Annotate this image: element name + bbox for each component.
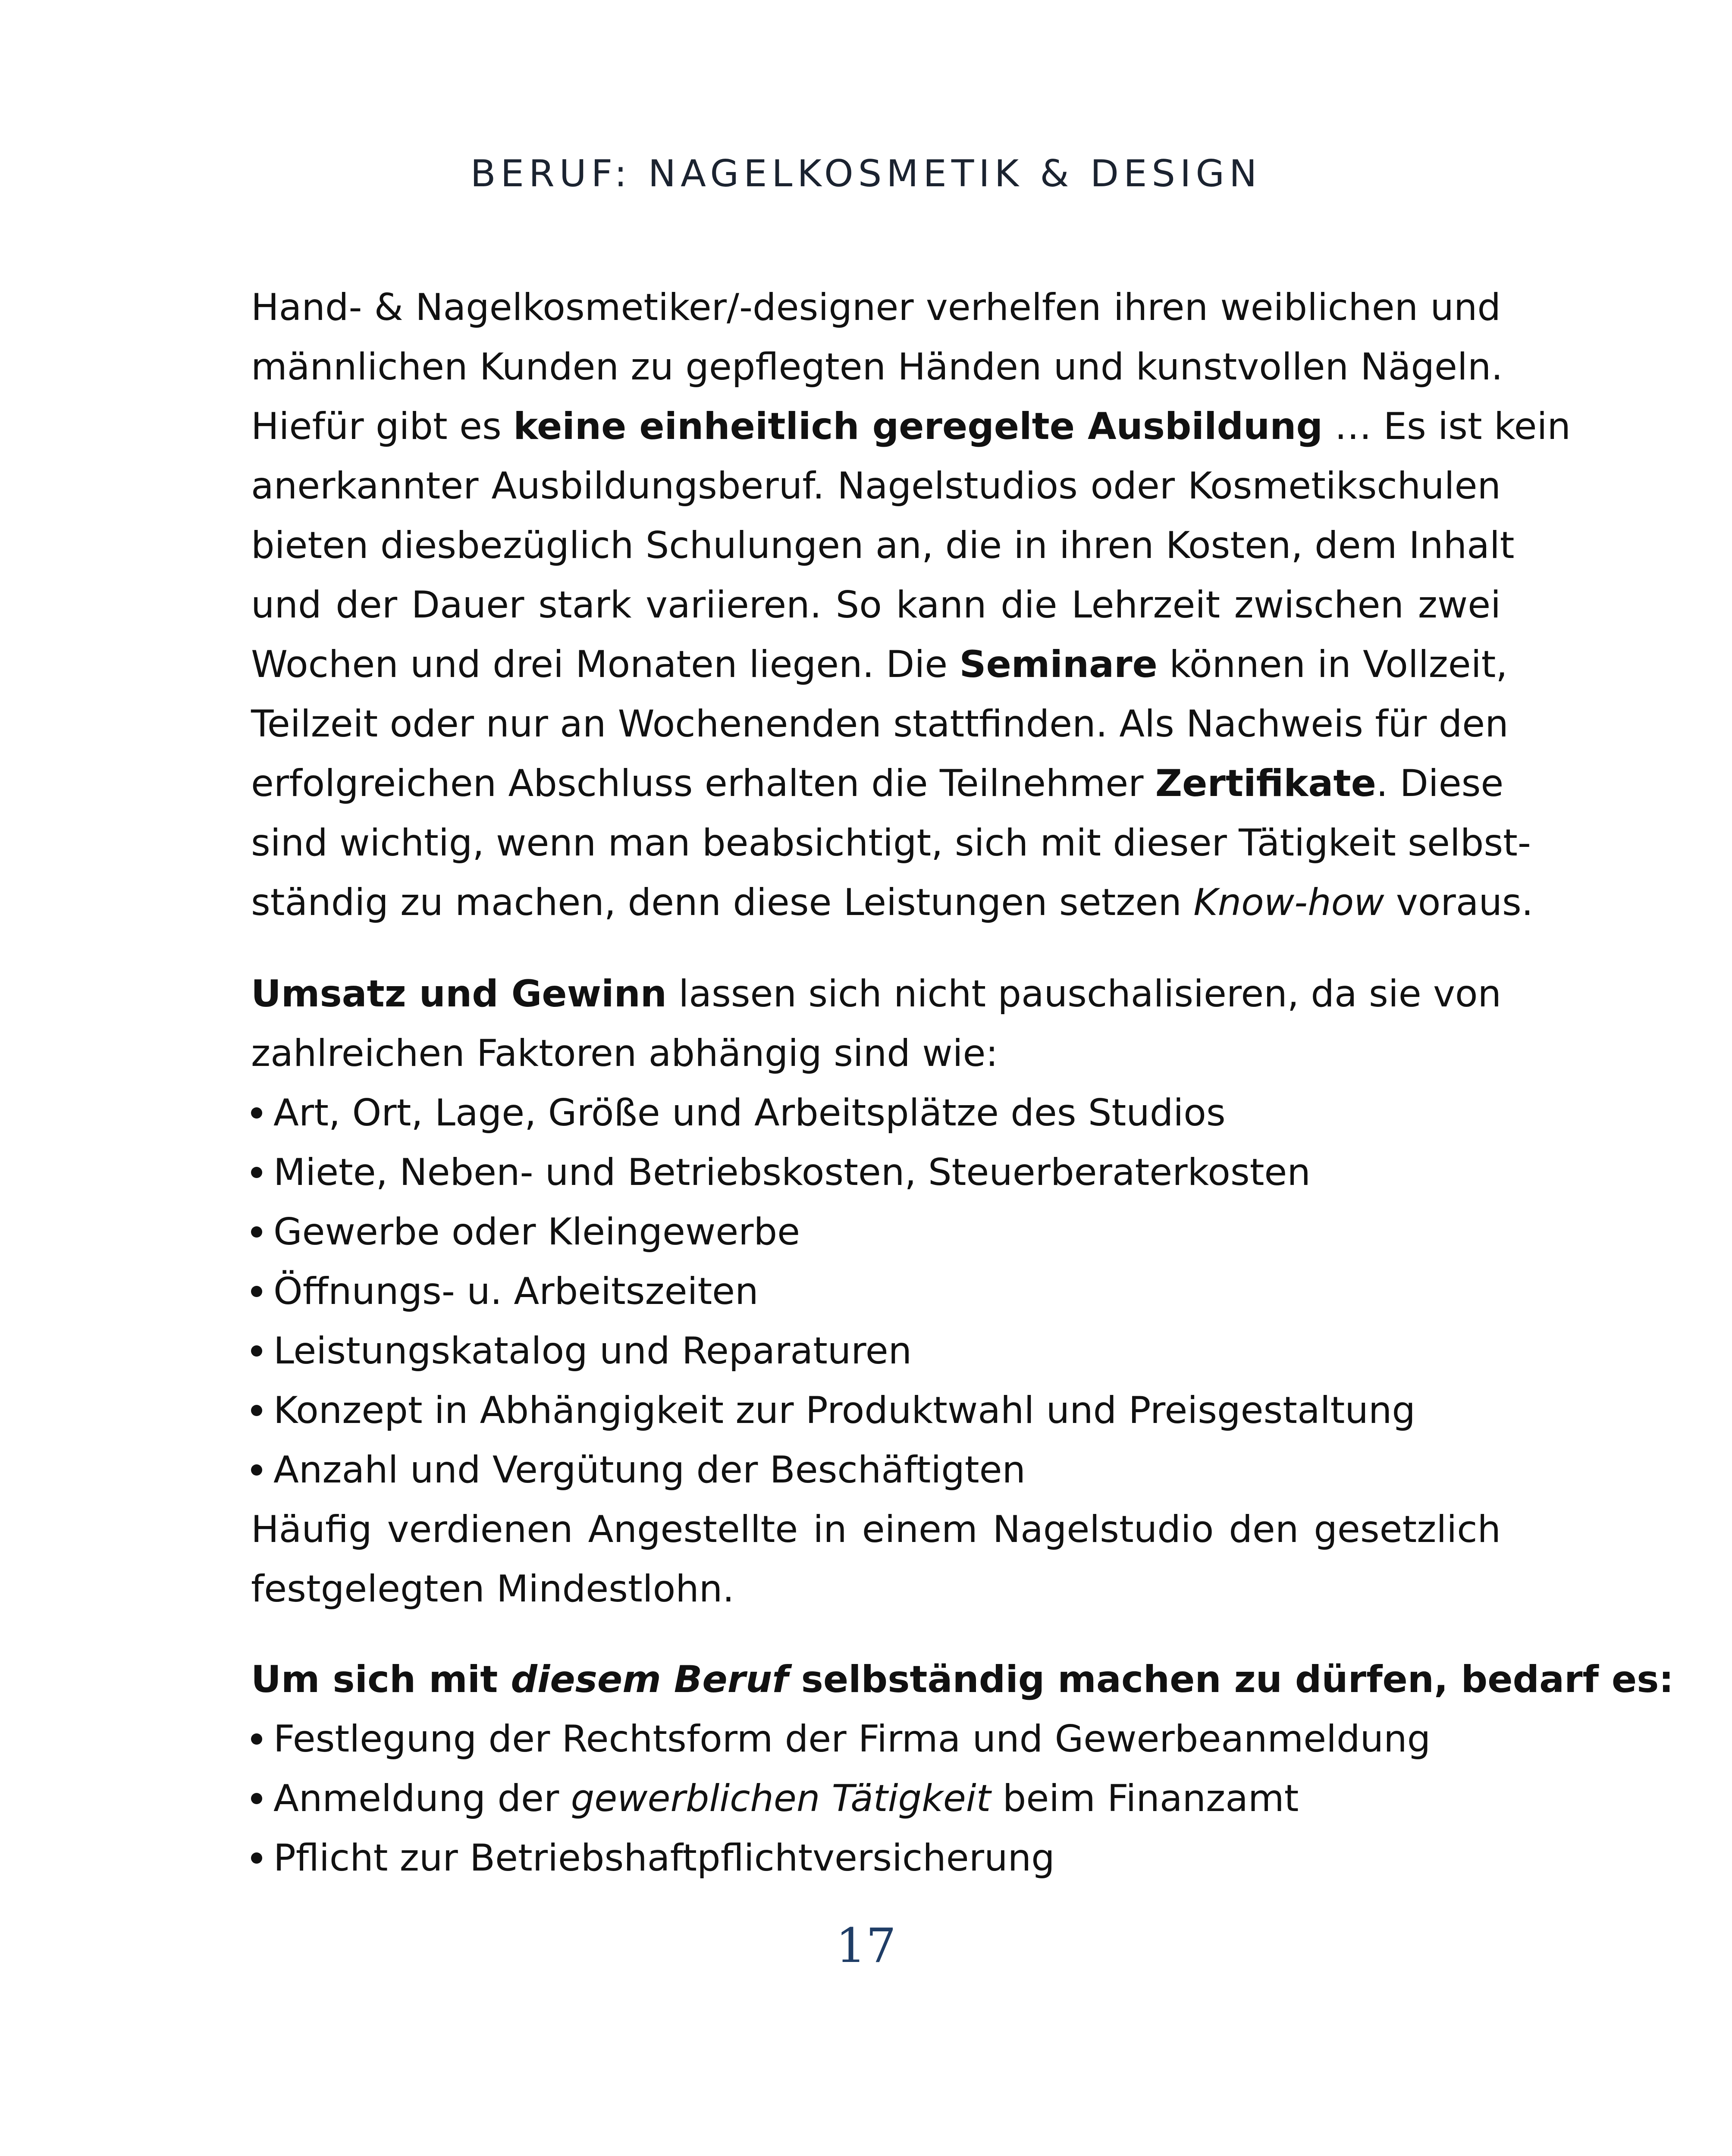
running-header: BERUF: NAGELKOSMETIK & DESIGN	[470, 152, 1262, 195]
text-fragment: … Es ist kein	[1323, 405, 1571, 448]
list-item-label: Konzept in Abhängigkeit zur Produktwahl und Preisgestaltung	[273, 1389, 1415, 1432]
list-item-label: Miete, Neben- und Betriebskosten, Steuerberaterkosten	[273, 1151, 1311, 1194]
text-line: Teilzeit oder nur an Wochenenden stattfinden. Als Nachweis für den	[251, 702, 1509, 746]
bullet-icon	[251, 1107, 262, 1119]
bullet-icon	[251, 1405, 262, 1416]
bold-phrase: keine einheitlich geregelte Ausbildung	[513, 405, 1323, 448]
text-line: männlichen Kunden zu gepflegten Händen und kunstvollen Nägeln.	[251, 345, 1503, 389]
list-item-label: Leistungskatalog und Reparaturen	[273, 1329, 912, 1373]
paragraph-training	[251, 278, 1571, 932]
list-item	[251, 1202, 1501, 1262]
bullet-icon	[251, 1167, 262, 1178]
text-fragment: Wochen und drei Monaten liegen. Die	[251, 643, 960, 686]
text-line	[251, 754, 1504, 813]
bold-phrase: Umsatz und Gewinn	[251, 972, 667, 1015]
list-item-label: Gewerbe oder Kleingewerbe	[273, 1210, 800, 1253]
page-number: 17	[836, 1918, 896, 1973]
list-item	[251, 1321, 1501, 1381]
bullet-icon	[251, 1852, 262, 1864]
text-line: Hand- & Nagelkosmetiker/-designer verhelfen ihren weiblichen und	[251, 286, 1501, 329]
text-fragment: erfolgreichen Abschluss erhalten die Teilnehmer	[251, 762, 1155, 805]
text-fragment: lassen sich nicht pauschalisieren, da sie von	[667, 972, 1502, 1015]
text-line: Häufig verdienen Angestellte in einem Nagelstudio den gesetzlich	[251, 1508, 1501, 1551]
bullet-icon	[251, 1345, 262, 1357]
text-fragment: selbständig machen zu dürfen, bedarf es:	[788, 1658, 1674, 1701]
text-line	[251, 397, 1571, 456]
requirements-list	[251, 1709, 1501, 1888]
text-fragment: Um sich mit	[251, 1658, 511, 1701]
text-line: zahlreichen Faktoren abhängig sind wie:	[251, 1032, 998, 1075]
bold-phrase: Seminare	[959, 643, 1158, 686]
text-line: festgelegten Mindestlohn.	[251, 1567, 734, 1611]
paragraph-requirements	[251, 1650, 1674, 1888]
list-item-label: Art, Ort, Lage, Größe und Arbeitsplätze des Studios	[273, 1091, 1226, 1134]
list-item	[251, 1769, 1501, 1828]
list-item	[251, 1709, 1501, 1769]
list-item	[251, 1143, 1501, 1202]
bullet-icon	[251, 1226, 262, 1238]
text-line	[251, 635, 1508, 694]
list-item	[251, 1828, 1501, 1888]
bullet-icon	[251, 1286, 262, 1297]
text-line: anerkannter Ausbildungsberuf. Nagelstudios oder Kosmetikschulen	[251, 464, 1501, 508]
list-item-label: Pflicht zur Betriebshaftpflichtversicherung	[273, 1836, 1055, 1880]
text-fragment: ständig zu machen, denn diese Leistungen setzen	[251, 881, 1194, 924]
list-item-label: Öffnungs- u. Arbeitszeiten	[273, 1270, 759, 1313]
text-line: bieten diesbezüglich Schulungen an, die in ihren Kosten, dem Inhalt	[251, 524, 1515, 567]
list-item	[251, 1440, 1501, 1500]
factor-list	[251, 1083, 1501, 1500]
text-fragment: voraus.	[1384, 881, 1534, 924]
italic-phrase: gewerblichen Tätigkeit	[571, 1777, 991, 1820]
text-line	[251, 964, 1501, 1024]
list-item	[251, 1262, 1501, 1321]
paragraph-revenue	[251, 964, 1501, 1619]
list-item	[251, 1083, 1501, 1143]
requirements-heading	[251, 1650, 1674, 1709]
text-fragment: können in Vollzeit,	[1157, 643, 1508, 686]
bullet-icon	[251, 1793, 262, 1804]
text-fragment: Anmeldung der	[273, 1777, 571, 1820]
bullet-icon	[251, 1464, 262, 1476]
bold-phrase: Zertifikate	[1155, 762, 1376, 805]
text-line: und der Dauer stark variieren. So kann die Lehrzeit zwischen zwei	[251, 583, 1501, 627]
list-item-label: Anzahl und Vergütung der Beschäftigten	[273, 1448, 1026, 1492]
italic-phrase: diesem Beruf	[511, 1658, 788, 1701]
list-item-label: Festlegung der Rechtsform der Firma und Gewerbeanmeldung	[273, 1717, 1431, 1761]
list-item	[251, 1381, 1501, 1440]
text-fragment: . Diese	[1376, 762, 1504, 805]
italic-phrase: Know-how	[1193, 881, 1384, 924]
bullet-icon	[251, 1733, 262, 1745]
text-line: sind wichtig, wenn man beabsichtigt, sich mit dieser Tätigkeit selbst-	[251, 821, 1531, 865]
text-fragment: beim Finanzamt	[991, 1777, 1299, 1820]
text-fragment: Hiefür gibt es	[251, 405, 514, 448]
text-line	[251, 873, 1534, 932]
